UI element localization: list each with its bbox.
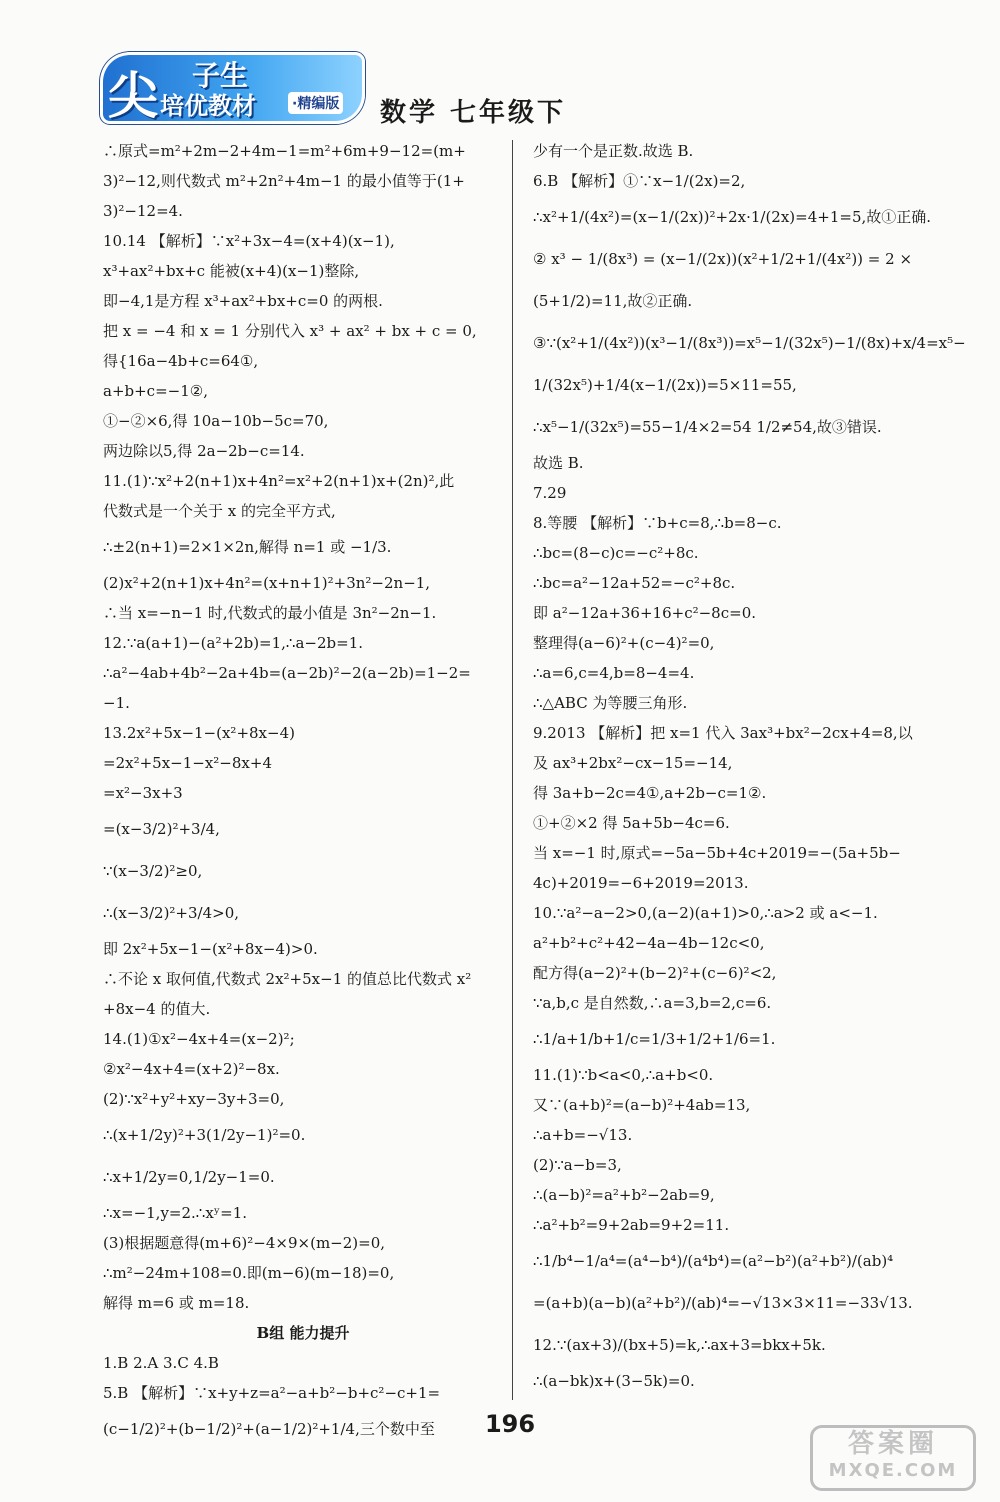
column-divider: [512, 140, 513, 1400]
left-line: ②x²−4x+4=(x+2)²−8x.: [103, 1060, 280, 1078]
page-header: [90, 52, 950, 130]
right-line: 12.∵(ax+3)/(bx+5)=k,∴ax+3=bkx+5k.: [533, 1336, 826, 1354]
left-line: ∴原式=m²+2m−2+4m−1=m²+6m+9−12=(m+: [103, 142, 466, 160]
logo-main-text: 培优教材: [160, 92, 256, 120]
left-line: 5.B 【解析】∵x+y+z=a²−a+b²−b+c²−c+1=: [103, 1384, 441, 1402]
page-title: 数学 七年级下: [380, 98, 567, 128]
left-line: 11.(1)∵x²+2(n+1)x+4n²=x²+2(n+1)x+(2n)²,此: [103, 472, 455, 490]
section-heading: B组 能力提升: [256, 1324, 350, 1342]
right-line: ② x³ − 1/(8x³) = (x−1/(2x))(x²+1/2+1/(4x²)) = 2 ×: [533, 250, 913, 268]
right-line: ①+②×2 得 5a+5b−4c=6.: [533, 814, 730, 832]
book-series-logo: [100, 52, 365, 124]
page-number: 196: [484, 1410, 536, 1438]
left-line: 两边除以5,得 2a−2b−c=14.: [103, 442, 305, 460]
left-line: =(x−3/2)²+3/4,: [103, 820, 220, 838]
right-line: ∴x²+1/(4x²)=(x−1/(2x))²+2x·1/(2x)=4+1=5,故①正确.: [533, 208, 932, 226]
right-line: 及 ax³+2bx²−cx−15=−14,: [533, 754, 733, 772]
right-line: 4c)+2019=−6+2019=2013.: [533, 874, 749, 892]
right-line: ∴1/a+1/b+1/c=1/3+1/2+1/6=1.: [533, 1030, 776, 1048]
logo-top-text: 子生: [192, 59, 249, 92]
left-line: +8x−4 的值大.: [103, 1000, 211, 1018]
left-line: a+b+c=−1②,: [103, 382, 208, 400]
right-line: 即 a²−12a+36+16+c²−8c=0.: [533, 604, 757, 622]
right-line: (5+1/2)=11,故②正确.: [533, 292, 693, 310]
right-line: (2)∵a−b=3,: [533, 1156, 622, 1174]
left-line: (2)x²+2(n+1)x+4n²=(x+n+1)²+3n²−2n−1,: [103, 574, 431, 592]
left-line: ∴±2(n+1)=2×1×2n,解得 n=1 或 −1/3.: [103, 538, 392, 556]
watermark-logo: [810, 1425, 976, 1491]
logo-edition-badge: ·精编版: [288, 92, 343, 114]
right-line: ∴a²+b²=9+2ab=9+2=11.: [533, 1216, 730, 1234]
right-line: 配方得(a−2)²+(b−2)²+(c−6)²<2,: [533, 964, 777, 982]
right-line: ③∵(x²+1/(4x²))(x³−1/(8x³))=x⁵−1/(32x⁵)−1/(8x)+x/4=x⁵−: [533, 334, 966, 352]
left-line: 代数式是一个关于 x 的完全平方式,: [103, 502, 336, 520]
right-line: ∴bc=(8−c)c=−c²+8c.: [533, 544, 699, 562]
left-line: 得{16a−4b+c=64①,: [103, 352, 259, 370]
right-line: ∵a,b,c 是自然数,∴a=3,b=2,c=6.: [533, 994, 772, 1012]
right-line: 又∵(a+b)²=(a−b)²+4ab=13,: [533, 1096, 751, 1114]
left-line: ∴a²−4ab+4b²−2a+4b=(a−2b)²−2(a−2b)=1−2=: [103, 664, 471, 682]
logo-glyph: 尖: [108, 67, 158, 125]
right-line: ∴(a−b)²=a²+b²−2ab=9,: [533, 1186, 715, 1204]
right-line: 整理得(a−6)²+(c−4)²=0,: [533, 634, 715, 652]
left-line: ∴x=−1,y=2.∴xʸ=1.: [103, 1204, 248, 1222]
left-line: ∴x+1/2y=0,1/2y−1=0.: [103, 1168, 275, 1186]
left-line: 解得 m=6 或 m=18.: [103, 1294, 250, 1312]
left-line: x³+ax²+bx+c 能被(x+4)(x−1)整除,: [103, 262, 360, 280]
left-line: 10.14 【解析】∵x²+3x−4=(x+4)(x−1),: [103, 232, 395, 250]
right-line: ∴1/b⁴−1/a⁴=(a⁴−b⁴)/(a⁴b⁴)=(a²−b²)(a²+b²)/(ab)⁴: [533, 1252, 894, 1270]
left-line: 12.∵a(a+1)−(a²+2b)=1,∴a−2b=1.: [103, 634, 364, 652]
right-line: ∴△ABC 为等腰三角形.: [533, 694, 688, 712]
left-line: 13.2x²+5x−1−(x²+8x−4): [103, 724, 295, 742]
left-line: −1.: [103, 694, 130, 712]
left-line: 3)²−12,则代数式 m²+2n²+4m−1 的最小值等于(1+: [103, 172, 465, 190]
left-line: =2x²+5x−1−x²−8x+4: [103, 754, 272, 772]
left-line: 14.(1)①x²−4x+4=(x−2)²;: [103, 1030, 295, 1048]
right-line: 8.等腰 【解析】∵b+c=8,∴b=8−c.: [533, 514, 782, 532]
left-line: =x²−3x+3: [103, 784, 183, 802]
right-line: ∴x⁵−1/(32x⁵)=55−1/4×2=54 1/2≠54,故③错误.: [533, 418, 882, 436]
right-line: ∴(a−bk)x+(3−5k)=0.: [533, 1372, 695, 1390]
right-line: =(a+b)(a−b)(a²+b²)/(ab)⁴=−√13×3×11=−33√13.: [533, 1294, 913, 1312]
right-line: ∴a=6,c=4,b=8−4=4.: [533, 664, 695, 682]
right-line: a²+b²+c²+42−4a−4b−12c<0,: [533, 934, 765, 952]
right-line: 少有一个是正数.故选 B.: [533, 142, 694, 160]
left-column: [103, 136, 503, 1450]
right-column: [533, 136, 966, 1396]
left-line: ∵(x−3/2)²≥0,: [103, 862, 203, 880]
left-line: 把 x = −4 和 x = 1 分别代入 x³ + ax² + bx + c = 0,: [103, 322, 477, 340]
right-line: 9.2013 【解析】把 x=1 代入 3ax³+bx²−2cx+4=8,以: [533, 724, 913, 742]
right-line: 6.B 【解析】①∵x−1/(2x)=2,: [533, 172, 746, 190]
left-line: (2)∵x²+y²+xy−3y+3=0,: [103, 1090, 285, 1108]
right-line: 故选 B.: [533, 454, 584, 472]
left-line: ①−②×6,得 10a−10b−5c=70,: [103, 412, 329, 430]
left-line: ∴不论 x 取何值,代数式 2x²+5x−1 的值总比代数式 x²: [103, 970, 472, 988]
left-line: (c−1/2)²+(b−1/2)²+(a−1/2)²+1/4,三个数中至: [103, 1420, 435, 1438]
watermark-url: MXQE.COM: [828, 1460, 958, 1481]
watermark-text: 答案圈: [847, 1429, 938, 1459]
left-line: 即 2x²+5x−1−(x²+8x−4)>0.: [103, 940, 318, 958]
right-line: 11.(1)∵b<a<0,∴a+b<0.: [533, 1066, 714, 1084]
right-line: 得 3a+b−2c=4①,a+2b−c=1②.: [533, 784, 767, 802]
left-line: 3)²−12=4.: [103, 202, 183, 220]
right-line: 10.∵a²−a−2>0,(a−2)(a+1)>0,∴a>2 或 a<−1.: [533, 904, 878, 922]
right-line: 当 x=−1 时,原式=−5a−5b+4c+2019=−(5a+5b−: [533, 844, 901, 862]
right-line: ∴bc=a²−12a+52=−c²+8c.: [533, 574, 736, 592]
left-line: ∴(x+1/2y)²+3(1/2y−1)²=0.: [103, 1126, 306, 1144]
right-line: ∴a+b=−√13.: [533, 1126, 633, 1144]
left-line: 即−4,1是方程 x³+ax²+bx+c=0 的两根.: [103, 292, 383, 310]
left-line: 1.B 2.A 3.C 4.B: [103, 1354, 219, 1372]
right-line: 1/(32x⁵)+1/4(x−1/(2x))=5×11=55,: [533, 376, 797, 394]
left-line: ∴(x−3/2)²+3/4>0,: [103, 904, 240, 922]
left-line: ∴m²−24m+108=0.即(m−6)(m−18)=0,: [103, 1264, 395, 1282]
left-line: (3)根据题意得(m+6)²−4×9×(m−2)=0,: [103, 1234, 386, 1252]
right-line: 7.29: [533, 484, 567, 502]
left-line: ∴当 x=−n−1 时,代数式的最小值是 3n²−2n−1.: [103, 604, 437, 622]
